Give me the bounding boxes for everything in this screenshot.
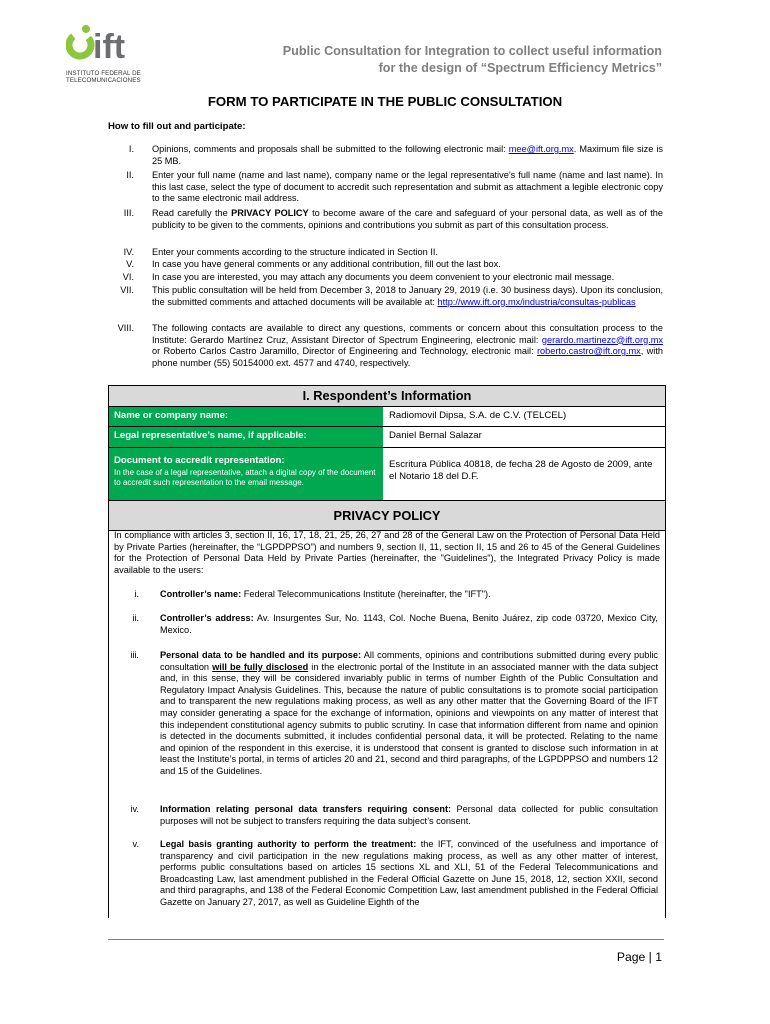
instruction-item: VI. In case you are interested, you may attach any documents you deem convenient to your electronic mail message. — [122, 272, 615, 282]
ift-logo — [66, 22, 166, 84]
contact-email-link-2[interactable]: roberto.castro@ift.org.mx — [536, 346, 641, 357]
respondent-row-legal-rep — [109, 427, 665, 448]
header-line-2: for the design of “Spectrum Efficiency Metrics” — [378, 61, 662, 75]
instruction-item: VII. This public consultation will be held from December 3, 2018 to January 29, 2019 (i.e. 30 business days). Upon its conclusion, the submitted comments and attached documents will be available at: http://www.ift.org.mx/industria/consultas-publicas — [120, 285, 663, 307]
legal-rep-label: Legal representative’s name, if applicable: — [109, 427, 384, 447]
ift-logo-mark — [66, 22, 166, 68]
email-link[interactable]: mee@ift.org.mx — [508, 144, 574, 154]
page-number: Page | 1 — [616, 950, 662, 964]
document-field[interactable]: Escritura Pública 40818, de fecha 28 de Agosto de 2009, ante el Notario 18 del D.F. — [389, 459, 653, 482]
respondent-row-name — [109, 407, 665, 427]
instruction-item: IV. Enter your comments according to the structure indicated in Section II. — [123, 247, 438, 257]
privacy-title: PRIVACY POLICY — [109, 501, 665, 531]
how-to-heading: How to fill out and participate: — [108, 121, 246, 132]
name-label: Name or company name: — [109, 407, 384, 426]
respondent-title: I. Respondent’s Information — [109, 386, 665, 407]
instruction-item: II. Enter your full name (name and last name), company name or the legal representative’s full name (name and last name). In this last case, select the type of document to accredit such representation and submit as attachment a legible electronic copy to the same electronic mail address. — [126, 170, 663, 204]
privacy-item: iv. Information relating personal data transfers requiring consent: Personal data collected for public consultation purposes will not be subject to transfers requiring the data subject’s consent. — [130, 804, 658, 826]
legal-rep-field[interactable]: Daniel Bernal Salazar — [389, 430, 482, 441]
document-label: Document to accredit representation: — [114, 455, 285, 466]
instruction-item: I. Opinions, comments and proposals shall be submitted to the following electronic mail: mee@ift.org.mx. Maximum file size is 25 MB. — [128, 144, 663, 166]
respondent-row-document — [109, 448, 665, 501]
privacy-item: ii. Controller’s address: Av. Insurgentes Sur, No. 1143, Col. Noche Buena, Benito Juárez, zip code 03720, Mexico City, Mexico. — [132, 613, 658, 635]
consultations-link[interactable]: http://www.ift.org.mx/industria/consultas-publicas — [437, 296, 636, 307]
document-note: In the case of a legal representative, attach a digital copy of the document to accredit such representation to the email message. — [114, 468, 376, 487]
privacy-policy-section — [108, 500, 666, 918]
instruction-item: III. Read carefully the PRIVACY POLICY to become aware of the care and safeguard of your personal data, as well as of the publicity to be given to the comments, opinions and contributions you submit as part of this consultation process. — [123, 208, 664, 230]
footer-divider — [108, 939, 664, 940]
name-field[interactable]: Radiomovil Dipsa, S.A. de C.V. (TELCEL) — [389, 410, 567, 421]
privacy-intro: In compliance with articles 3, section II, 16, 17, 18, 21, 25, 26, 27 and 28 of the General Law on the Protection of Personal Data Held by Private Parties (hereinafter, the “LGPDPPSO”) and numbers 9, section II, 11, section II, 15 and 26 to 45 of the General Guidelines for the Protection of Personal Data Held by Private Parties (hereinafter, the "Guidelines"), the Integrated Privacy Policy is made available to the users: — [114, 530, 660, 575]
contact-email-link-1[interactable]: gerardo.martinezc@ift.org.mx — [541, 334, 663, 345]
logo-wordmark: ift — [93, 28, 126, 66]
instruction-item: V. In case you have general comments or any additional contribution, fill out the last box. — [126, 259, 501, 269]
header-line-1: Public Consultation for Integration to collect useful information — [282, 44, 662, 58]
logo-line-2: TELECOMUNICACIONES — [66, 77, 141, 84]
instruction-item: VIII. The following contacts are available to direct any questions, comments or concern about this consultation process to the Institute: Gerardo Martínez Cruz, Assistant Director of Spectrum Engineering, electronic mail: gerardo.martinezc@ift.org.mx or Roberto Carlos Castro Jaramillo, Director of Engineering and Technology, electronic mail: roberto.castro@ift.org.mx, with phone number (55) 50154000 ext. 4577 and 4740, respectively. — [117, 323, 663, 368]
form-title: FORM TO PARTICIPATE IN THE PUBLIC CONSULTATION — [207, 94, 563, 109]
privacy-item: i. Controller’s name: Federal Telecommunications Institute (hereinafter, the "IFT"). — [134, 589, 491, 599]
privacy-item: iii. Personal data to be handled and its purpose: All comments, opinions and contributions submitted during every public consultation will be fully disclosed in the electronic portal of the Institute in an associated manner with the data subject and, in this sense, they will be considered invariably public in terms of number Eighth of the Public Consultation and Regulatory Impact Analysis Guidelines. This, because the nature of public consultations is to promote social participation and to transparent the new regulations making process, as well as any other matter that the Governing Board of the IFT may consider generating a space for the exchange of information, opinions and viewpoints on any matter of interest that this independent constitutional agency submits to public scrutiny. In case that information different from name and opinion is detected in the documents submitted, it includes confidential personal data, it will be protected. Relating to the name and opinion of the respondent in this exercise, it is understood that consent is granted to disclose such information in at least the Institute’s portal, in terms of articles 20 and 21, second and third paragraphs, of the LGPDPPSO and numbers 12 and 15 of the Guidelines. — [130, 650, 659, 776]
respondent-table — [108, 385, 666, 502]
document-label-cell — [109, 448, 384, 501]
logo-line-1: INSTITUTO FEDERAL DE — [66, 70, 141, 77]
privacy-item: v. Legal basis granting authority to perform the treatment: the IFT, convinced of the usefulness and importance of transparency and civil participation in the new regulations making process, as well as any other matter of interest, performs public consultations based on articles 15 sections XL and XLI, 51 of the Federal Telecommunications and Broadcasting Law, last amendment published in the Federal Official Gazette on June 15, 2018, 12, section XXII, second and third paragraphs, and 138 of the Federal Economic Competition Law, last amendment published in the Federal Official Gazette on January 27, 2017, as well as Guideline Eighth of the — [132, 839, 658, 907]
